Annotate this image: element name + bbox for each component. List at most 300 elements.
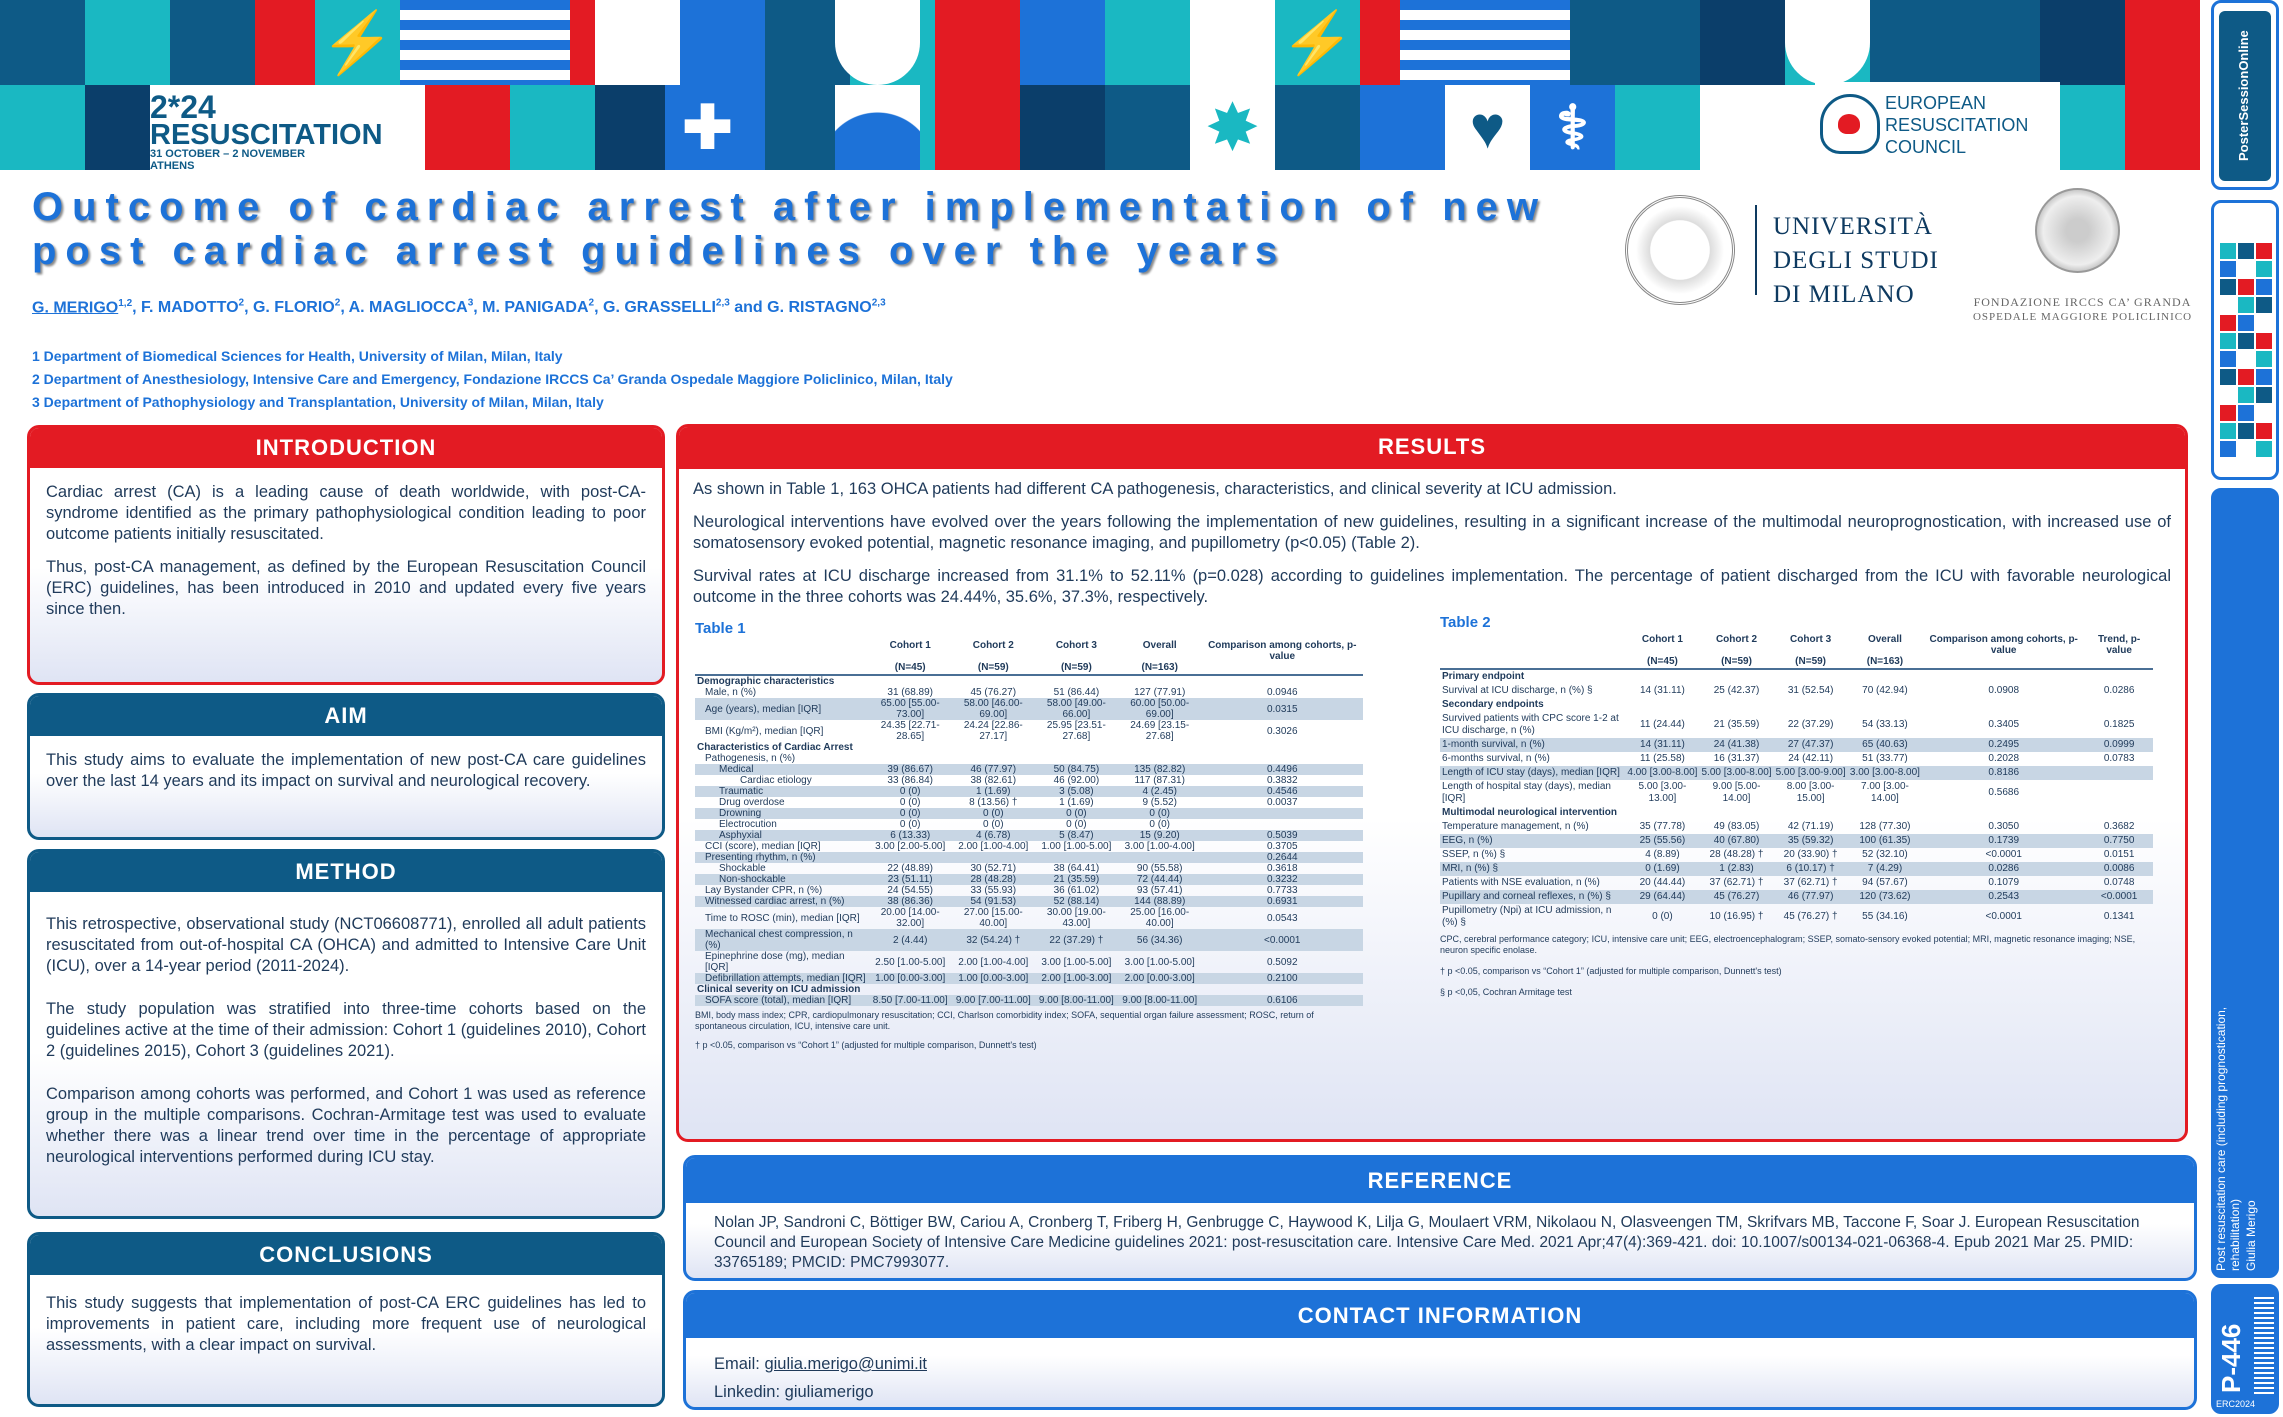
erc-line3: COUNCIL bbox=[1885, 137, 1967, 157]
erc-logo bbox=[1815, 82, 2060, 172]
table-cell: 31 (52.54) bbox=[1787, 685, 1834, 696]
section-label: Secondary endpoints bbox=[1442, 699, 1544, 710]
author-name: , G. GRASSELLI bbox=[594, 299, 716, 317]
author-sup: 3 bbox=[467, 298, 474, 309]
table-cell: 0.3618 bbox=[1266, 863, 1298, 874]
author-name: , M. PANIGADA bbox=[473, 299, 589, 317]
table-cell bbox=[952, 852, 1035, 863]
table-cell: 0.0748 bbox=[2103, 877, 2135, 888]
email-label: Email: bbox=[714, 1355, 765, 1373]
cross-icon: ✚ bbox=[665, 85, 750, 170]
column-header: Cohort 3 (N=59) bbox=[1774, 633, 1848, 669]
banner-tile bbox=[0, 85, 85, 170]
table-cell bbox=[952, 753, 1035, 764]
table-cell: 0.1341 bbox=[2103, 911, 2135, 922]
table-cell: <0.0001 bbox=[1985, 849, 2022, 860]
author-sup: 2 bbox=[334, 298, 341, 309]
banner-tile bbox=[1615, 0, 1700, 85]
email-link[interactable]: giulia.merigo@unimi.it bbox=[764, 1355, 927, 1373]
table-cell: 35 (77.78) bbox=[1639, 821, 1686, 832]
table-cell: 33 (86.84) bbox=[887, 775, 933, 786]
table-cell: 38 (82.61) bbox=[970, 775, 1017, 786]
banner-tile bbox=[0, 0, 85, 85]
author-sup: 2 bbox=[588, 298, 595, 309]
author-sup: 2,3 bbox=[715, 298, 730, 309]
thumbnail-tile bbox=[2220, 351, 2236, 367]
contact-panel bbox=[683, 1290, 2197, 1410]
table-row bbox=[1440, 890, 2153, 904]
intro-paragraph-2: Thus, post-CA management, as defined by the European Resuscitation Council (ERC) guidelines, has been introduced in 2010 and updated every five years since then. bbox=[46, 558, 646, 618]
table-cell: 20.00 [14.00-32.00] bbox=[880, 907, 940, 929]
column-header: Overall (N=163) bbox=[1848, 633, 1923, 669]
banner-tile bbox=[2125, 0, 2200, 85]
thumbnail-tile bbox=[2220, 297, 2236, 313]
section-label: Characteristics of Cardiac Arrest bbox=[697, 742, 853, 753]
row-label: EEG, n (%) bbox=[1440, 834, 1625, 848]
table-row bbox=[1440, 738, 2153, 752]
banner-tile bbox=[1105, 85, 1190, 170]
table-cell: 0 (1.69) bbox=[1625, 862, 1699, 876]
table-cell: 0.2644 bbox=[1202, 852, 1364, 863]
row-label: Defibrillation attempts, median [IQR] bbox=[695, 973, 869, 984]
table-cell: 0 (0) bbox=[899, 797, 921, 808]
row-label: Patients with NSE evaluation, n (%) bbox=[1442, 877, 1600, 888]
row-label: Drug overdose bbox=[719, 797, 785, 808]
table-cell: 0.0315 bbox=[1202, 698, 1364, 720]
intro-paragraph-1: Cardiac arrest (CA) is a leading cause of death worldwide, with post-CA-syndrome identified as the primary pathophysiological condition leading to poor outcome patients initially resuscitated. bbox=[46, 483, 646, 543]
table-row bbox=[695, 753, 1363, 764]
table-cell: 25 (42.37) bbox=[1713, 685, 1760, 696]
table-cell: 50 (84.75) bbox=[1035, 764, 1118, 775]
table-cell: 0.2495 bbox=[1922, 738, 2085, 752]
table-cell: 0 (0) bbox=[869, 786, 952, 797]
row-label: Temperature management, n (%) bbox=[1442, 821, 1589, 832]
author-sup: 2,3 bbox=[871, 298, 886, 309]
table-cell bbox=[1202, 808, 1364, 819]
thumbnail-tile bbox=[2238, 279, 2254, 295]
lightning-icon: ⚡ bbox=[315, 0, 400, 85]
table-cell: 45 (76.27) † bbox=[1783, 911, 1838, 922]
author-name: , G. FLORIO bbox=[244, 299, 335, 317]
affiliation-1: 1 Department of Biomedical Sciences for Health, University of Milan, Milan, Italy bbox=[32, 348, 563, 364]
thumbnail-tile bbox=[2238, 423, 2254, 439]
banner-tile bbox=[1360, 85, 1445, 170]
row-label: 1-month survival, n (%) bbox=[1440, 738, 1625, 752]
banner-tile bbox=[425, 85, 510, 170]
affiliation-2: 2 Department of Anesthesiology, Intensive Care and Emergency, Fondazione IRCCS Ca’ Granda Ospedale Maggiore Policlinico, Milan, Italy bbox=[32, 371, 953, 387]
fondazione-logo bbox=[1960, 185, 2205, 325]
row-label: Length of hospital stay (days), median [IQR] bbox=[1442, 781, 1611, 804]
striped-flag-tile bbox=[1485, 0, 1570, 85]
section-label: Demographic characteristics bbox=[697, 676, 835, 687]
row-label: Traumatic bbox=[695, 786, 869, 797]
method-heading: METHOD bbox=[30, 852, 662, 892]
banner-tile bbox=[85, 0, 170, 85]
table-cell: 36 (61.02) bbox=[1053, 885, 1100, 896]
table-2-note-abbrev: CPC, cerebral performance category; ICU, intensive care unit; EEG, electroencephalogram; SSEP, somato-sensory evoked potential; MRI, magnetic resonance imaging; NSE, neuron specific enolase. bbox=[1440, 934, 2136, 955]
column-header: Cohort 1 (N=45) bbox=[869, 639, 952, 675]
banner-tile bbox=[935, 0, 1020, 85]
table-1-note-abbrev: BMI, body mass index; CPR, cardiopulmonary resuscitation; CCI, Charlson comorbidity index; SOFA, sequential organ failure assessment; ROSC, return of spontaneous circulation, ICU, intensive care unit. bbox=[695, 1010, 1314, 1031]
table-cell: 0.0946 bbox=[1266, 687, 1298, 698]
first-author: G. MERIGO bbox=[32, 299, 119, 317]
column-header: Cohort 2 (N=59) bbox=[1699, 633, 1773, 669]
conclusions-paragraph: This study suggests that implementation of post-CA ERC guidelines has led to improvements in patient care, including more frequent use of neurological assessments, with a clear impact on survival. bbox=[46, 1294, 646, 1354]
table-row bbox=[695, 830, 1363, 841]
table-cell: 144 (88.89) bbox=[1118, 896, 1202, 907]
table-cell: 4 (6.78) bbox=[952, 830, 1035, 841]
section-label: Primary endpoint bbox=[1442, 671, 1525, 682]
table-1 bbox=[695, 620, 1363, 1051]
table-1-caption: Table 1 bbox=[695, 620, 746, 637]
brand-text: PosterSessionOnline bbox=[2219, 11, 2271, 181]
table-cell: 0.2543 bbox=[1922, 890, 2085, 904]
linkedin-handle: giuliamerigo bbox=[784, 1383, 874, 1401]
table-cell: 0.0783 bbox=[2103, 753, 2135, 764]
row-label: 6-months survival, n (%) bbox=[1442, 753, 1550, 764]
table-row bbox=[695, 874, 1363, 885]
table-cell: 4 (2.45) bbox=[1118, 786, 1202, 797]
table-2-note-dunnett: † p <0.05, comparison vs “Cohort 1” (adjusted for multiple comparison, Dunnett's test) bbox=[1440, 966, 1782, 976]
table-cell bbox=[1202, 819, 1364, 830]
table-cell: 3 (5.08) bbox=[1035, 786, 1118, 797]
table-cell: 39 (86.67) bbox=[869, 764, 952, 775]
table-row bbox=[695, 808, 1363, 819]
thumbnail-tile bbox=[2238, 261, 2254, 277]
table-cell: 5.00 [3.00-13.00] bbox=[1638, 781, 1687, 804]
unimi-line2: DEGLI STUDI bbox=[1773, 247, 1939, 274]
lightning-icon: ⚡ bbox=[1275, 0, 1360, 85]
thumbnail-tile bbox=[2256, 351, 2272, 367]
table-row bbox=[695, 764, 1363, 775]
banner-tile bbox=[1020, 85, 1105, 170]
table-cell: 0 (0) bbox=[899, 819, 921, 830]
method-panel bbox=[27, 849, 665, 1219]
author-name: , A. MAGLIOCCA bbox=[340, 299, 468, 317]
table-cell: 30 (52.71) bbox=[970, 863, 1017, 874]
row-label: Asphyxial bbox=[695, 830, 869, 841]
conference-year: 2*24 bbox=[150, 89, 216, 125]
table-cell: 5 (8.47) bbox=[1035, 830, 1118, 841]
table-cell: <0.0001 bbox=[1985, 911, 2022, 922]
column-header: Cohort 1 (N=45) bbox=[1625, 633, 1699, 669]
banner-tile bbox=[1615, 85, 1700, 170]
table-cell: 5.00 [3.00-9.00] bbox=[1774, 766, 1848, 780]
table-cell: 9.00 [8.00-11.00] bbox=[1035, 995, 1118, 1006]
poster-session-online-logo[interactable] bbox=[2211, 0, 2279, 190]
thumbnail-tile bbox=[2220, 423, 2236, 439]
author-sup: 2 bbox=[238, 298, 245, 309]
table-cell: 70 (42.94) bbox=[1862, 685, 1908, 696]
table-cell: 135 (82.82) bbox=[1118, 764, 1202, 775]
table-cell: 128 (77.30) bbox=[1859, 821, 1911, 832]
heart-tile-icon: ♥ bbox=[1445, 85, 1530, 170]
table-cell: 15 (9.20) bbox=[1118, 830, 1202, 841]
table-cell: 35 (59.32) bbox=[1774, 834, 1848, 848]
table-cell: 117 (87.31) bbox=[1134, 775, 1185, 786]
table-cell: 1 (1.69) bbox=[1059, 797, 1094, 808]
table-cell: 24.35 [22.71-28.65] bbox=[880, 720, 940, 742]
table-row bbox=[1440, 834, 2153, 848]
table-cell: 24 (54.55) bbox=[887, 885, 933, 896]
column-header: Comparison among cohorts, p-value bbox=[1922, 633, 2085, 669]
table-cell: 0.2100 bbox=[1202, 973, 1364, 984]
table-cell: 0 (0) bbox=[1066, 819, 1087, 830]
poster-code: P-446 bbox=[2216, 1323, 2246, 1393]
thumbnail-tile bbox=[2238, 369, 2254, 385]
conference-city: ATHENS bbox=[150, 160, 195, 172]
table-cell: 5.00 [3.00-8.00] bbox=[1699, 766, 1773, 780]
table-cell: 7.00 [3.00-14.00] bbox=[1861, 781, 1909, 804]
column-header: Cohort 2 (N=59) bbox=[952, 639, 1035, 675]
banner-tile bbox=[680, 0, 765, 85]
table-row bbox=[695, 863, 1363, 874]
table-2-note-cochran: § p <0,05, Cochran Armitage test bbox=[1440, 987, 1572, 997]
table-cell: 0.0999 bbox=[2085, 738, 2153, 752]
banner-tile bbox=[2125, 85, 2200, 170]
row-label: Pupillary and corneal reflexes, n (%) § bbox=[1440, 890, 1625, 904]
table-1-grid bbox=[695, 639, 1363, 1006]
session-info-strip bbox=[2211, 488, 2279, 1278]
table-cell: 27 (47.37) bbox=[1774, 738, 1848, 752]
table-cell: 22 (48.89) bbox=[887, 863, 933, 874]
table-cell: 21 (35.59) bbox=[1713, 719, 1760, 730]
table-cell: 24 (42.11) bbox=[1788, 753, 1834, 764]
table-row bbox=[1440, 766, 2153, 780]
aim-heading: AIM bbox=[30, 696, 662, 736]
table-cell: 29 (64.44) bbox=[1625, 890, 1699, 904]
author-list bbox=[32, 298, 886, 317]
circle-tile bbox=[1785, 0, 1870, 85]
table-cell: 0.6106 bbox=[1202, 995, 1364, 1006]
table-row bbox=[1440, 806, 2153, 820]
aim-panel bbox=[27, 693, 665, 840]
table-row bbox=[695, 841, 1363, 852]
table-cell: 58.00 [49.00-66.00] bbox=[1035, 698, 1118, 720]
banner-tile bbox=[1700, 0, 1785, 85]
method-paragraph-2: The study population was stratified into three-time cohorts based on the guidelines active at the time of their admission: Cohort 1 (guidelines 2010), Cohort 2 (guidelines 2015), Cohort 3 (guidelines 2021). bbox=[46, 1000, 646, 1060]
banner-tile bbox=[1275, 85, 1360, 170]
row-label: Drowning bbox=[695, 808, 869, 819]
method-paragraph-3: Comparison among cohorts was performed, and Cohort 1 was used as reference group in the multiple comparisons. Cochran-Armitage test was used to evaluate whether there was a linear trend over time in the percentage of appropriate neurological interventions performed during ICU stay. bbox=[46, 1085, 646, 1166]
table-row bbox=[1440, 862, 2153, 876]
table-cell: 0.2028 bbox=[1988, 753, 2020, 764]
table-cell: 0.3405 bbox=[1988, 719, 2020, 730]
section-label: Clinical severity on ICU admission bbox=[697, 984, 861, 995]
column-header: Overall (N=163) bbox=[1118, 639, 1202, 675]
table-1-note-dunnett: † p <0.05, comparison vs “Cohort 1” (adjusted for multiple comparison, Dunnett's test) bbox=[695, 1040, 1037, 1050]
table-row bbox=[695, 819, 1363, 830]
table-cell: 65.00 [55.00-73.00] bbox=[869, 698, 952, 720]
table-cell: 100 (61.35) bbox=[1848, 834, 1923, 848]
fondazione-seal-icon bbox=[2035, 188, 2120, 273]
table-cell: 0 (0) bbox=[869, 808, 952, 819]
results-paragraph-2: Neurological interventions have evolved over the years following the implementation of new guidelines, resulting in a significant increase of the multimodal neuroprognostication, with increased use of somatosensory evoked potential, magnetic resonance imaging, and pupillometry (p<0.05) (Table 2). bbox=[693, 513, 2171, 552]
table-cell: 20 (44.44) bbox=[1639, 877, 1686, 888]
table-row bbox=[695, 896, 1363, 907]
table-cell bbox=[1202, 753, 1364, 764]
table-cell: 0.1079 bbox=[1988, 877, 2020, 888]
table-cell: 7 (4.29) bbox=[1848, 862, 1923, 876]
table-cell bbox=[1035, 753, 1118, 764]
thumbnail-tile bbox=[2256, 261, 2272, 277]
table-cell: 1 (1.69) bbox=[952, 786, 1035, 797]
contact-email-row bbox=[714, 1350, 2166, 1378]
thumbnail-tile bbox=[2256, 333, 2272, 349]
results-paragraph-1: As shown in Table 1, 163 OHCA patients had different CA pathogenesis, characteristics, and clinical severity at ICU admission. bbox=[693, 480, 1617, 498]
conclusions-panel bbox=[27, 1232, 665, 1407]
table-cell: 0.5686 bbox=[1988, 787, 2020, 798]
erc-line1: EUROPEAN bbox=[1885, 93, 1987, 113]
table-cell: 9 (5.52) bbox=[1142, 797, 1177, 808]
column-header: Trend, p-value bbox=[2085, 633, 2153, 669]
table-cell: 0.1825 bbox=[2103, 719, 2135, 730]
table-cell: 1.00 [0.00-3.00] bbox=[952, 973, 1035, 984]
row-label: Time to ROSC (min), median [IQR] bbox=[705, 912, 860, 924]
author-name: , F. MADOTTO bbox=[132, 299, 239, 317]
thumbnail-tile bbox=[2238, 333, 2254, 349]
table-cell: 40 (67.80) bbox=[1699, 834, 1773, 848]
striped-flag-tile bbox=[400, 0, 485, 85]
table-cell: 56 (34.36) bbox=[1118, 929, 1202, 951]
table-cell: 10 (16.95) † bbox=[1709, 911, 1764, 922]
table-cell: 49 (83.05) bbox=[1713, 821, 1760, 832]
thumbnail-tile bbox=[2238, 441, 2254, 457]
table-row bbox=[1440, 752, 2153, 766]
author-name: and G. RISTAGNO bbox=[729, 299, 872, 317]
table-cell: 54 (91.53) bbox=[952, 896, 1035, 907]
fondazione-line2: OSPEDALE MAGGIORE POLICLINICO bbox=[1972, 311, 2193, 323]
table-cell: 55 (34.16) bbox=[1862, 911, 1908, 922]
table-cell: 27.00 [15.00-40.00] bbox=[963, 907, 1023, 929]
row-label: Mechanical chest compression, n (%) bbox=[695, 929, 869, 951]
table-cell: 93 (57.41) bbox=[1136, 885, 1183, 896]
table-cell: 3.00 [1.00-4.00] bbox=[1124, 841, 1195, 852]
table-cell: 32 (54.24) † bbox=[952, 929, 1035, 951]
table-cell: 16 (31.37) bbox=[1713, 753, 1760, 764]
table-cell bbox=[2085, 780, 2153, 806]
thumbnail-tile bbox=[2256, 405, 2272, 421]
introduction-panel bbox=[27, 425, 665, 685]
thumbnail-tile bbox=[2220, 405, 2236, 421]
table-cell: 0.0037 bbox=[1266, 797, 1298, 808]
table-cell: 72 (44.44) bbox=[1118, 874, 1202, 885]
barcode-icon bbox=[2254, 1297, 2274, 1397]
row-label: Witnessed cardiac arrest, n (%) bbox=[695, 896, 869, 907]
banner-tile bbox=[170, 0, 255, 85]
row-label: Non-shockable bbox=[695, 874, 869, 885]
table-cell: 11 (25.58) bbox=[1640, 753, 1685, 764]
table-cell: 45 (76.27) bbox=[1699, 890, 1773, 904]
table-cell: 24.24 [22.86-27.17] bbox=[963, 720, 1023, 742]
table-cell: 51 (86.44) bbox=[1053, 687, 1100, 698]
table-cell: 0.0086 bbox=[2085, 862, 2153, 876]
table-row bbox=[695, 852, 1363, 863]
side-strip bbox=[2207, 0, 2283, 1417]
thumbnail-tile bbox=[2238, 297, 2254, 313]
thumbnail-tile bbox=[2256, 369, 2272, 385]
table-cell: 38 (64.41) bbox=[1053, 863, 1100, 874]
table-cell: 94 (57.67) bbox=[1862, 877, 1908, 888]
table-row bbox=[695, 951, 1363, 973]
row-label: Survived patients with CPC score 1-2 at ICU discharge, n (%) bbox=[1442, 713, 1619, 736]
table-cell: 46 (92.00) bbox=[1053, 775, 1100, 786]
table-cell: 24 (41.38) bbox=[1699, 738, 1773, 752]
table-cell: 14 (31.11) bbox=[1640, 685, 1685, 696]
section-label: Multimodal neurological intervention bbox=[1442, 807, 1618, 818]
banner-tile bbox=[510, 85, 595, 170]
table-cell: 0.0908 bbox=[1988, 685, 2020, 696]
reference-heading: REFERENCE bbox=[686, 1158, 2194, 1203]
table-cell: 1 (2.83) bbox=[1699, 862, 1773, 876]
table-row bbox=[695, 698, 1363, 720]
row-label: Cardiac etiology bbox=[740, 775, 812, 786]
row-label: SSEP, n (%) § bbox=[1442, 849, 1506, 860]
unimi-line3: DI MILANO bbox=[1773, 281, 1915, 308]
table-cell: 28 (48.28) bbox=[952, 874, 1035, 885]
table-cell: 37 (62.71) † bbox=[1709, 877, 1764, 888]
results-heading: RESULTS bbox=[679, 427, 2185, 469]
results-paragraph-3: Survival rates at ICU discharge increased from 31.1% to 52.11% (p=0.028) according to guidelines implementation. The percentage of patient discharged from the ICU with favorable neurological outcome in the three cohorts was 24.44%, 35.6%, 37.3%, respectively. bbox=[693, 567, 2171, 606]
table-cell: 52 (32.10) bbox=[1862, 849, 1908, 860]
row-label: MRI, n (%) § bbox=[1440, 862, 1625, 876]
banner-tile bbox=[2040, 0, 2125, 85]
row-label: Length of ICU stay (days), median [IQR] bbox=[1440, 766, 1625, 780]
table-cell: 3.00 [1.00-5.00] bbox=[1124, 956, 1195, 968]
table-row bbox=[695, 929, 1363, 951]
table-2 bbox=[1440, 614, 2153, 998]
table-cell: 6 (13.33) bbox=[869, 830, 952, 841]
table-cell: 37 (62.71) † bbox=[1783, 877, 1838, 888]
table-row bbox=[1440, 684, 2153, 698]
table-cell: 9.00 [8.00-11.00] bbox=[1118, 995, 1202, 1006]
table-cell: 0.0151 bbox=[2103, 849, 2135, 860]
table-cell bbox=[1035, 852, 1118, 863]
row-label: Lay Bystander CPR, n (%) bbox=[705, 885, 823, 896]
table-cell: 2.00 [0.00-3.00] bbox=[1118, 973, 1202, 984]
poster-thumbnail[interactable] bbox=[2211, 200, 2279, 480]
table-cell: 42 (71.19) bbox=[1787, 821, 1834, 832]
table-cell: 2.50 [1.00-5.00] bbox=[875, 956, 946, 968]
row-label: CCI (score), median [IQR] bbox=[705, 841, 821, 852]
banner-tile bbox=[1955, 0, 2040, 85]
table-cell: 65 (40.63) bbox=[1848, 738, 1923, 752]
table-cell: 0.5039 bbox=[1202, 830, 1364, 841]
table-cell: 0.5092 bbox=[1266, 956, 1298, 968]
table-cell: 25.00 [16.00-40.00] bbox=[1130, 907, 1190, 929]
poster-title: Outcome of cardiac arrest after implementation of new post cardiac arrest guidelines over the years bbox=[32, 185, 1548, 273]
fondazione-line1: FONDAZIONE IRCCS CA’ GRANDA bbox=[1973, 295, 2192, 309]
caduceus-icon: ⚕ bbox=[1530, 85, 1615, 170]
table-row bbox=[1440, 698, 2153, 712]
table-cell: 0 (0) bbox=[1652, 911, 1673, 922]
presenter-name: Giulia Merigo bbox=[2244, 1200, 2258, 1271]
banner-tile bbox=[1020, 0, 1105, 85]
table-row bbox=[1440, 904, 2153, 930]
row-label: Male, n (%) bbox=[705, 687, 757, 698]
aim-paragraph: This study aims to evaluate the implementation of new post-CA care guidelines over the last 14 years and its impact on survival and neurological recovery. bbox=[46, 751, 646, 790]
table-cell: 0.7733 bbox=[1266, 885, 1298, 896]
table-cell: 54 (33.13) bbox=[1862, 719, 1908, 730]
table-cell: 0 (0) bbox=[1035, 808, 1118, 819]
thumbnail-tile bbox=[2220, 315, 2236, 331]
thumbnail-tile bbox=[2238, 387, 2254, 403]
circle-tile bbox=[835, 0, 920, 85]
reference-text: Nolan JP, Sandroni C, Böttiger BW, Cariou A, Cronberg T, Friberg H, Genbrugge C, Haywood K, Lilja G, Moulaert VRM, Nikolaou N, Olasveengen TM, Skrifvars MB, Taccone F, Soar J. European Resuscitation Council and European Society of Intensive Care Medicine guidelines 2021: post-resuscitation care. Intensive Care Med. 2021 Apr;47(4):369-421. doi: 10.1007/s00134-021-06368-4. Epub 2021 Mar 25. PMID: 33765189; PMCID: PMC7993077. bbox=[714, 1214, 2140, 1271]
table-row bbox=[695, 775, 1363, 786]
burst-icon: ✸ bbox=[1190, 85, 1275, 170]
column-header bbox=[1440, 633, 1625, 669]
